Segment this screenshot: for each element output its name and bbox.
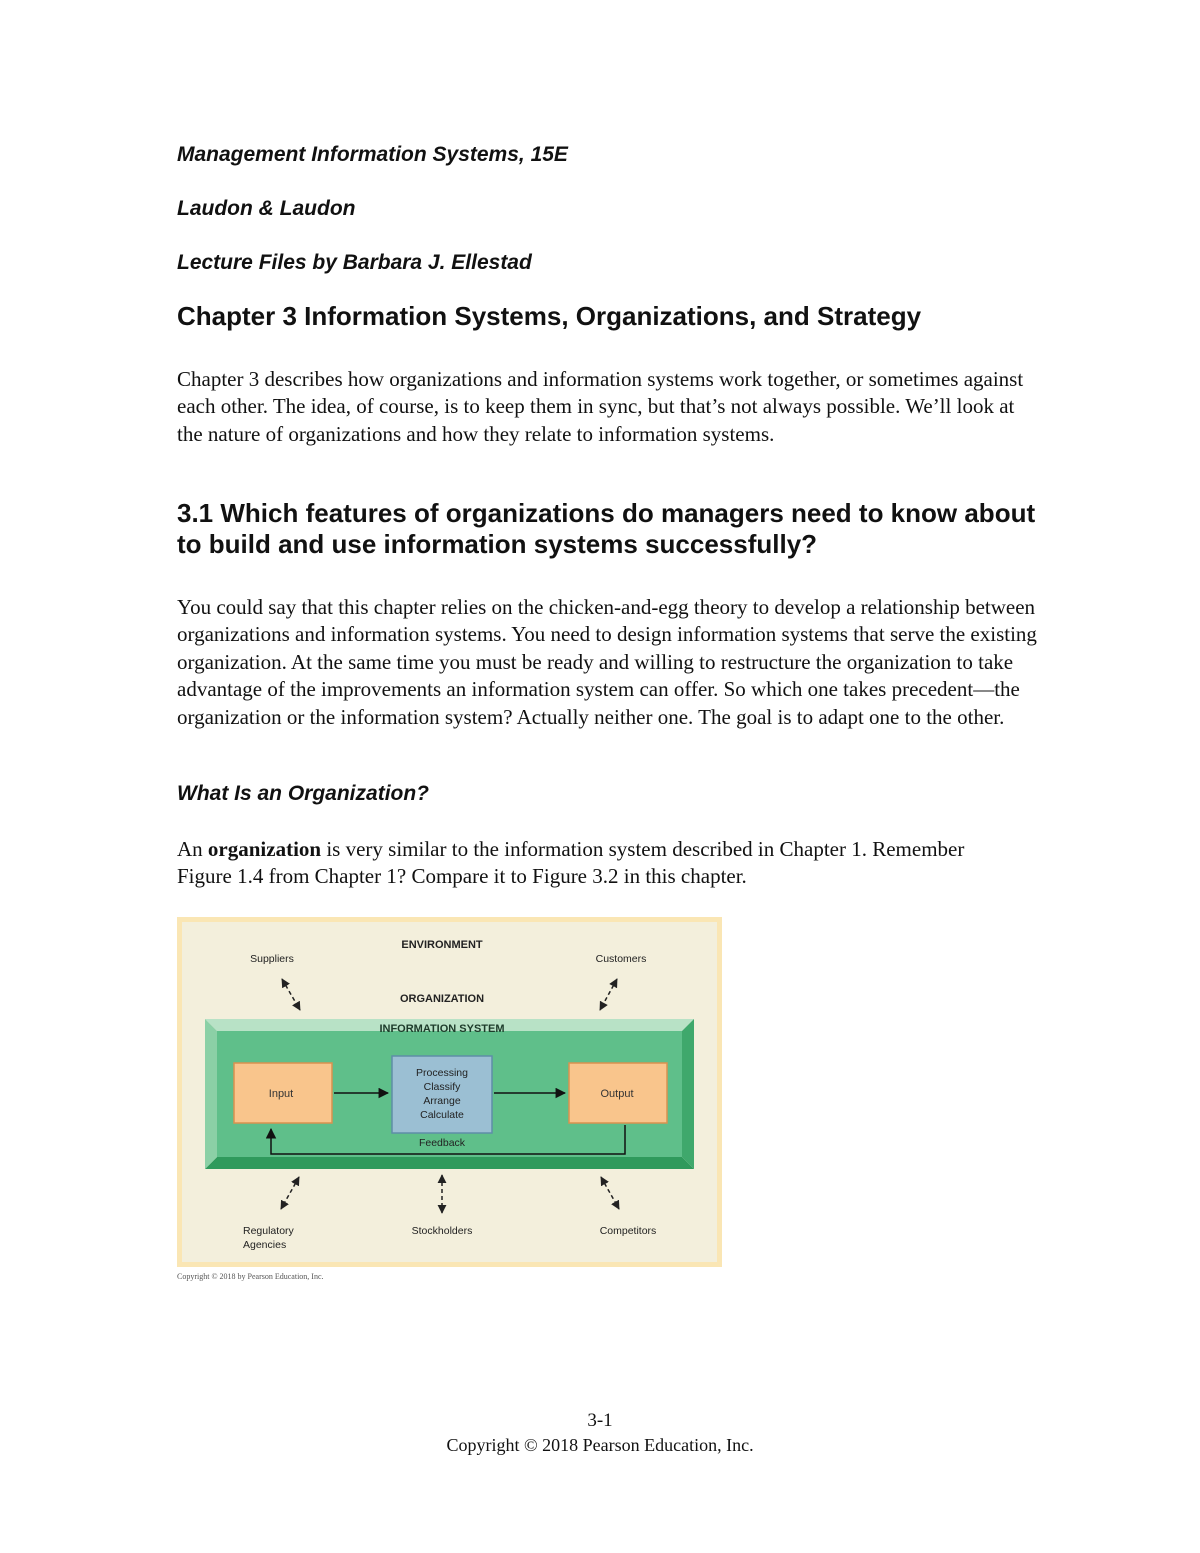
customers-label: Customers (595, 953, 647, 965)
environment-label: ENVIRONMENT (401, 939, 483, 951)
figure-organization-system (177, 917, 722, 1267)
system-bevel-bottom (205, 1157, 694, 1169)
processing-line-2: Classify (423, 1081, 461, 1093)
lecture-credit: Lecture Files by Barbara J. Ellestad (177, 251, 532, 274)
term-organization: organization (207, 837, 322, 861)
authors: Laudon & Laudon (177, 197, 356, 220)
regulatory-label-2: Agencies (243, 1239, 287, 1251)
system-bevel-left (205, 1019, 217, 1169)
figure-svg (177, 917, 722, 1267)
chapter-title: Chapter 3 Information Systems, Organizations, and Strategy (177, 301, 922, 331)
page-number: 3-1 (587, 1410, 613, 1431)
input-label: Input (268, 1088, 294, 1100)
processing-line-3: Arrange (423, 1095, 461, 1107)
processing-line-4: Calculate (420, 1109, 464, 1121)
suppliers-label: Suppliers (250, 953, 294, 965)
stockholders-label: Stockholders (411, 1225, 473, 1237)
figure-credit: Copyright © 2018 by Pearson Education, Inc. (177, 1272, 324, 1281)
system-bevel-right (682, 1019, 694, 1169)
chapter-intro: Chapter 3 describes how organizations and information systems work together, or sometimes against each other. The idea, of course, is to keep them in sync, but that’s not always possible. We’ll look at the nature of organizations and how they relate to information systems. (177, 367, 1024, 446)
output-label: Output (600, 1088, 634, 1100)
footer-copyright: Copyright © 2018 Pearson Education, Inc. (446, 1435, 754, 1455)
organization-label: ORGANIZATION (399, 993, 485, 1005)
subsection-paragraph: An organization is very similar to the information system described in Chapter 1. Remember Figure 1.4 from Chapter 1? Compare it to Figure 3.2 in this chapter. (177, 837, 965, 889)
section-heading: 3.1 Which features of organizations do managers need to know about to build and use information systems successfully? (177, 498, 1036, 559)
subsection-heading: What Is an Organization? (177, 782, 430, 805)
regulatory-label-1: Regulatory (243, 1225, 294, 1237)
section-paragraph: You could say that this chapter relies on the chicken-and-egg theory to develop a relationship between organizations and information systems. You need to design information systems that serve the existing organization. At the same time you must be ready and willing to restructure the organization to take advantage of the improvements an information system can offer. So which one takes precedent—the organization or the information system? Actually neither one. The goal is to adapt one to the other. (177, 595, 1037, 729)
processing-line-1: Processing (416, 1067, 468, 1079)
information-system-label: INFORMATION SYSTEM (379, 1023, 505, 1035)
book-title: Management Information Systems, 15E (177, 143, 568, 166)
competitors-label: Competitors (599, 1225, 657, 1237)
feedback-label: Feedback (418, 1137, 466, 1149)
